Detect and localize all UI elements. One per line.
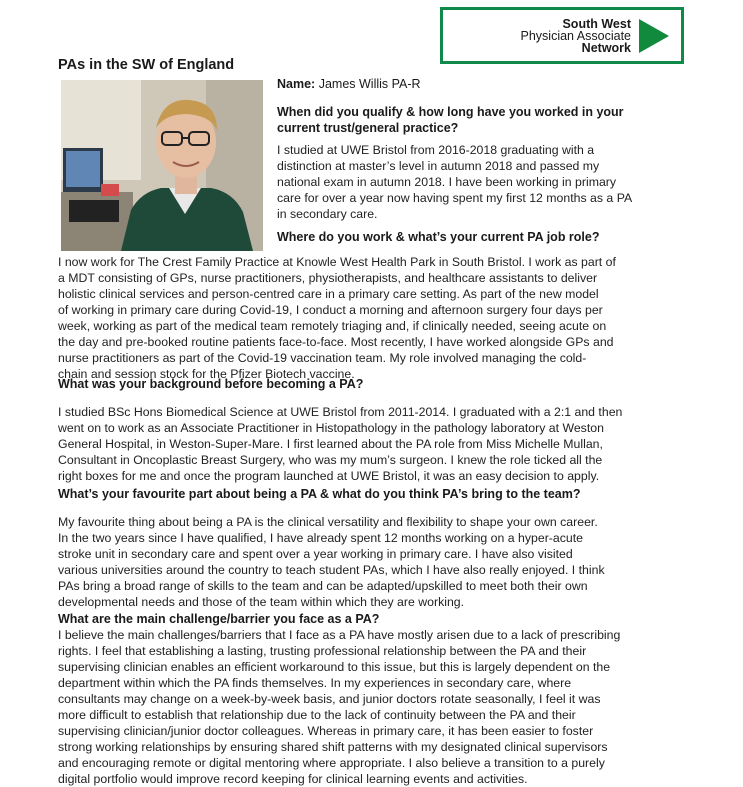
profile-photo: [61, 80, 263, 251]
answer-5-line: I believe the main challenges/barriers that I face as a PA have mostly arisen due to a lack of prescribing: [58, 628, 621, 642]
play-triangle-icon: [639, 19, 669, 53]
answer-4-line: In the two years since I have qualified, I have already spent 12 months working on a hyper-acute: [58, 531, 583, 545]
answer-5-line: more difficult to establish that relationship due to the lack of continuity between the PA and their: [58, 708, 576, 722]
answer-1: [277, 142, 685, 222]
question-1-line: current trust/general practice?: [277, 121, 459, 135]
answer-1-line: care for over a year now having spent my first 12 months as a PA: [277, 191, 633, 205]
question-2: Where do you work & what’s your current PA job role?: [277, 230, 600, 244]
answer-2-line: chain and session stock for the Pfizer Biotech vaccine.: [58, 367, 355, 381]
answer-2-line: the day and pre-booked routine patients face-to-face. Most recently, I have worked alongside GPs and: [58, 335, 614, 349]
answer-2-line: I now work for The Crest Family Practice at Knowle West Health Park in South Bristol. I work as part of: [58, 255, 616, 269]
question-1-line: When did you qualify & how long have you worked in your: [277, 105, 624, 119]
answer-5-line: supervising clinician/junior doctor colleagues. Whereas in primary care, it has been easier to foster: [58, 724, 594, 738]
answer-3-line: General Hospital, in Weston-Super-Mare. I first learned about the PA role from Miss Michelle Mullan,: [58, 437, 603, 451]
answer-2-line: nurse practitioners as part of the Covid-19 vaccination team. My role involved managing the cold-: [58, 351, 587, 365]
answer-5-line: consultants may change on a week-by-week basis, and junior doctors rotate seasonally, I feel it was: [58, 692, 601, 706]
question-3: What was your background before becoming a PA?: [58, 377, 364, 391]
answer-2-line: holistic clinical services and person-centred care in a primary care setting. As part of the new model: [58, 287, 599, 301]
logo-text: [443, 18, 639, 54]
answer-3-line: I studied BSc Hons Biomedical Science at UWE Bristol from 2011-2014. I graduated with a 2:1 and then: [58, 405, 623, 419]
question-1: [277, 104, 677, 136]
question-5: What are the main challenge/barrier you face as a PA?: [58, 612, 380, 626]
answer-2: [58, 254, 688, 382]
answer-1-line: national exam in autumn 2018. I have been working in primary: [277, 175, 617, 189]
answer-1-line: distinction at master’s level in autumn 2018 and passed my: [277, 159, 600, 173]
answer-5-line: department within which the PA finds themselves. In my experiences in secondary care, where: [58, 676, 572, 690]
answer-5-line: supervising clinician enables an efficient workaround to this issue, but this is largely dependent on the: [58, 660, 611, 674]
answer-5: [58, 627, 688, 787]
profile-photo-illustration: [61, 80, 263, 251]
person-name: [277, 77, 421, 91]
answer-4-line: stroke unit in secondary care and spent over a year working in primary care. I have also visited: [58, 547, 573, 561]
question-4: What’s your favourite part about being a PA & what do you think PA’s bring to the team?: [58, 487, 581, 501]
page-title: PAs in the SW of England: [58, 57, 235, 73]
answer-3-line: right boxes for me and once the program launched at UWE Bristol, it was an easy decision to apply.: [58, 469, 600, 483]
answer-5-line: and encouraging remote or digital mentoring where appropriate. I also believe a transition to a purely: [58, 756, 605, 770]
answer-4-line: various universities around the country to teach student PAs, which I have also really enjoyed. I think: [58, 563, 605, 577]
answer-2-line: of working in primary care during Covid-19, I conduct a morning and afternoon surgery four days per: [58, 303, 603, 317]
answer-3-line: Consultant in Oncoplastic Breast Surgery, who was my mum’s surgeon. I knew the role ticked all the: [58, 453, 603, 467]
name-value: James Willis PA-R: [318, 77, 421, 91]
answer-5-line: rights. I feel that establishing a lasting, trusting professional relationship between the PA and their: [58, 644, 587, 658]
answer-5-line: strong working relationships by ensuring shared shift patterns with my designated clinical supervisors: [58, 740, 608, 754]
answer-4-line: PAs bring a broad range of skills to the team and can be adapted/upskilled to meet both their own: [58, 579, 588, 593]
answer-3: [58, 404, 688, 484]
name-label: Name:: [277, 77, 316, 91]
logo-line-2: Physician Associate: [520, 28, 631, 43]
answer-4: [58, 514, 688, 610]
answer-4-line: My favourite thing about being a PA is the clinical versatility and flexibility to shape your own career.: [58, 515, 598, 529]
answer-4-line: developmental needs and those of the team within which they are working.: [58, 595, 465, 609]
answer-3-line: went on to work as an Associate Practitioner in Histopathology in the pathology laboratory at Weston: [58, 421, 604, 435]
network-logo: [440, 7, 684, 64]
logo-line-1: South West: [562, 16, 631, 31]
answer-2-line: a MDT consisting of GPs, nurse practitioners, physiotherapists, and healthcare assistants to deliver: [58, 271, 598, 285]
answer-1-line: in secondary care.: [277, 207, 378, 221]
answer-1-line: I studied at UWE Bristol from 2016-2018 graduating with a: [277, 143, 595, 157]
logo-line-3: Network: [581, 40, 631, 55]
answer-5-line: digital portfolio would improve record keeping for clinical learning events and activities.: [58, 772, 528, 786]
answer-2-line: week, working as part of the medical team remotely triaging and, if clinically needed, seeing acute on: [58, 319, 607, 333]
